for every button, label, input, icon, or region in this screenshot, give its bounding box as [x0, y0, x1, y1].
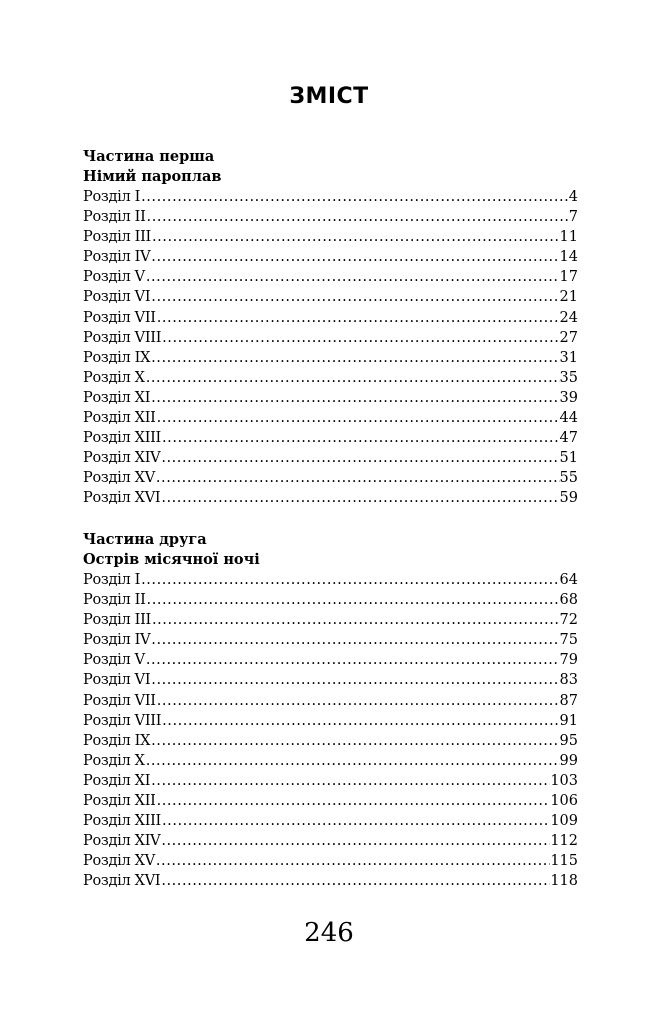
toc-entry — [83, 731, 578, 751]
toc-entry — [83, 570, 578, 590]
dot-leader — [156, 791, 551, 811]
chapter-page-number: 72 — [559, 612, 578, 629]
toc-entry — [83, 328, 578, 348]
toc-entry — [83, 590, 578, 610]
toc-entry — [83, 207, 578, 227]
chapter-page-number: 7 — [568, 209, 578, 226]
chapter-page-number: 112 — [550, 833, 578, 850]
dot-leader — [150, 771, 550, 791]
chapter-page-number: 79 — [559, 652, 578, 669]
chapter-page-number: 14 — [559, 249, 578, 266]
toc-entry — [83, 670, 578, 690]
toc-entry — [83, 287, 578, 307]
dot-leader — [150, 287, 559, 307]
chapter-label: Розділ VI — [83, 289, 151, 306]
dot-leader — [156, 408, 560, 428]
toc-entry — [83, 811, 578, 831]
part-label: Частина перша — [83, 148, 215, 165]
chapter-label: Розділ III — [83, 612, 151, 629]
toc-entry — [83, 691, 578, 711]
chapter-label: Розділ XIV — [83, 833, 161, 850]
chapter-label: Розділ II — [83, 592, 146, 609]
chapter-label: Розділ V — [83, 269, 145, 286]
part-title: Острів місячної ночі — [83, 551, 260, 568]
chapter-label: Розділ VII — [83, 309, 156, 326]
dot-leader — [150, 247, 559, 267]
chapter-page-number: 99 — [559, 752, 578, 769]
toc-entry — [83, 227, 578, 247]
chapter-page-number: 44 — [559, 410, 578, 427]
toc-entry — [83, 488, 578, 508]
toc-entry — [83, 348, 578, 368]
chapter-page-number: 109 — [550, 813, 578, 830]
chapter-label: Розділ VI — [83, 672, 151, 689]
chapter-label: Розділ VII — [83, 692, 156, 709]
dot-leader — [146, 590, 560, 610]
chapter-page-number: 91 — [559, 712, 578, 729]
dot-leader — [156, 308, 560, 328]
chapter-page-number: 115 — [550, 853, 578, 870]
chapter-page-number: 24 — [559, 309, 578, 326]
toc-entry — [83, 308, 578, 328]
toc-part-two — [83, 530, 578, 892]
toc-entry — [83, 610, 578, 630]
chapter-label: Розділ X — [83, 369, 145, 386]
toc-entry — [83, 388, 578, 408]
toc-entry — [83, 711, 578, 731]
dot-leader — [146, 207, 569, 227]
dot-leader — [145, 267, 560, 287]
chapter-label: Розділ I — [83, 572, 141, 588]
chapter-page-number: 83 — [559, 672, 578, 689]
dot-leader — [161, 711, 559, 731]
chapter-page-number: 27 — [559, 329, 578, 346]
chapter-label: Розділ V — [83, 652, 145, 669]
chapter-label: Розділ XII — [83, 410, 156, 427]
dot-leader — [161, 811, 550, 831]
chapter-page-number: 11 — [559, 229, 578, 246]
chapter-label: Розділ XVI — [83, 873, 161, 890]
chapter-page-number: 47 — [559, 430, 578, 447]
dot-leader — [150, 731, 559, 751]
toc-entry — [83, 468, 578, 488]
chapter-label: Розділ XI — [83, 389, 151, 406]
dot-leader — [140, 570, 559, 590]
dot-leader — [160, 871, 550, 891]
toc-entry — [83, 831, 578, 851]
dot-leader — [145, 368, 560, 388]
chapter-label: Розділ IV — [83, 249, 151, 266]
dot-leader — [155, 468, 560, 488]
chapter-page-number: 39 — [559, 389, 578, 406]
chapter-label: Розділ XI — [83, 772, 151, 789]
toc-entries — [83, 187, 578, 509]
chapter-page-number: 68 — [559, 592, 578, 609]
chapter-page-number: 106 — [550, 793, 578, 810]
chapter-page-number: 31 — [559, 349, 578, 366]
page-title: ЗМІСТ — [289, 84, 369, 109]
chapter-label: Розділ XIII — [83, 430, 161, 447]
chapter-label: Розділ X — [83, 752, 145, 769]
dot-leader — [151, 227, 560, 247]
chapter-page-number: 103 — [550, 772, 578, 789]
chapter-label: Розділ II — [83, 209, 146, 226]
page-number: 246 — [304, 918, 354, 948]
dot-leader — [156, 691, 560, 711]
toc-entry — [83, 448, 578, 468]
chapter-page-number: 59 — [559, 490, 578, 507]
dot-leader — [150, 348, 559, 368]
toc-entry — [83, 871, 578, 891]
toc-entry — [83, 408, 578, 428]
chapter-label: Розділ XV — [83, 470, 155, 487]
dot-leader — [161, 428, 560, 448]
chapter-label: Розділ III — [83, 229, 151, 246]
toc-entry — [83, 428, 578, 448]
dot-leader — [160, 831, 550, 851]
dot-leader — [150, 670, 559, 690]
dot-leader — [155, 851, 550, 871]
dot-leader — [160, 488, 559, 508]
chapter-label: Розділ VIII — [83, 712, 162, 729]
chapter-label: Розділ I — [83, 189, 141, 205]
dot-leader — [150, 630, 559, 650]
toc-entries — [83, 570, 578, 892]
chapter-label: Розділ XIII — [83, 813, 161, 830]
part-label: Частина друга — [83, 531, 207, 548]
chapter-label: Розділ XIV — [83, 450, 161, 467]
toc-entry — [83, 267, 578, 287]
dot-leader — [145, 650, 560, 670]
chapter-label: Розділ IV — [83, 632, 151, 649]
chapter-label: Розділ VIII — [83, 329, 162, 346]
chapter-label: Розділ XII — [83, 793, 156, 810]
chapter-page-number: 75 — [559, 632, 578, 649]
chapter-page-number: 87 — [559, 692, 578, 709]
dot-leader — [150, 388, 559, 408]
dot-leader — [140, 187, 569, 207]
toc-entry — [83, 851, 578, 871]
chapter-page-number: 21 — [559, 289, 578, 306]
chapter-page-number: 55 — [559, 470, 578, 487]
chapter-label: Розділ IX — [83, 349, 151, 366]
chapter-page-number: 17 — [559, 269, 578, 286]
toc-entry — [83, 650, 578, 670]
toc-entry — [83, 791, 578, 811]
chapter-page-number: 51 — [559, 450, 578, 467]
chapter-label: Розділ IX — [83, 732, 151, 749]
chapter-page-number: 4 — [568, 189, 578, 205]
dot-leader — [145, 751, 560, 771]
chapter-page-number: 64 — [559, 572, 578, 588]
toc-entry — [83, 771, 578, 791]
toc-part-one — [83, 147, 578, 509]
part-title: Німий пароплав — [83, 168, 222, 185]
toc-entry — [83, 247, 578, 267]
dot-leader — [151, 610, 560, 630]
chapter-page-number: 95 — [559, 732, 578, 749]
chapter-label: Розділ XVI — [83, 490, 161, 507]
toc-entry — [83, 368, 578, 388]
toc-entry — [83, 630, 578, 650]
dot-leader — [161, 328, 559, 348]
dot-leader — [160, 448, 559, 468]
chapter-page-number: 118 — [550, 873, 578, 890]
chapter-page-number: 35 — [559, 369, 578, 386]
toc-entry — [83, 187, 578, 207]
chapter-label: Розділ XV — [83, 853, 155, 870]
toc-entry — [83, 751, 578, 771]
